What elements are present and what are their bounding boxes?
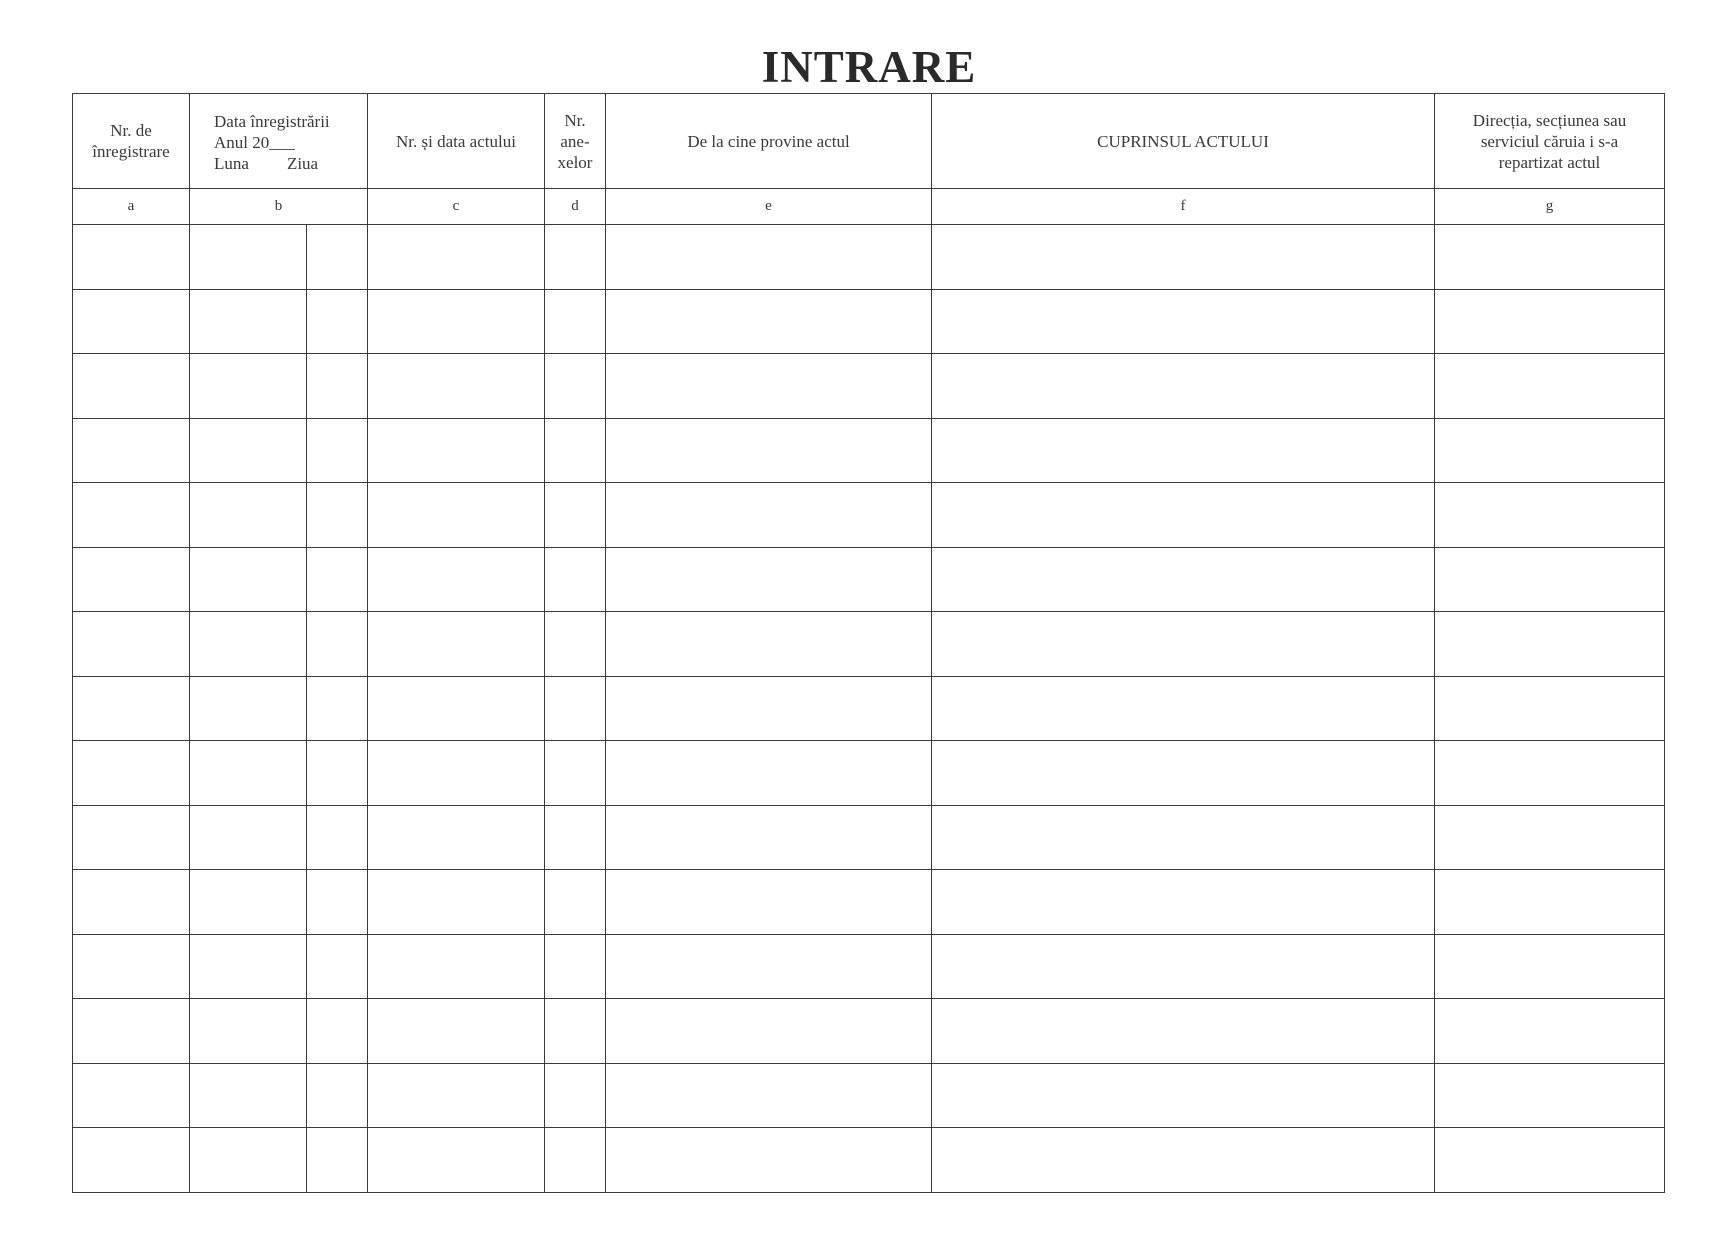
cell-nr-anexelor[interactable]: [545, 1128, 606, 1193]
header-directia-line3: repartizat actul: [1498, 152, 1601, 172]
cell-nr-anexelor[interactable]: [545, 676, 606, 741]
cell-nr-data-actului[interactable]: [368, 547, 545, 612]
table-row: [73, 547, 1665, 612]
cell-directia[interactable]: [1435, 676, 1665, 741]
header-nr-inregistrare: [73, 94, 190, 189]
cell-cuprinsul[interactable]: [932, 418, 1435, 483]
header-nr-inregistrare-line1: Nr. de: [110, 121, 152, 140]
cell-nr-inregistrare[interactable]: [73, 1128, 190, 1193]
cell-de-la-cine[interactable]: [606, 870, 932, 935]
cell-cuprinsul[interactable]: [932, 676, 1435, 741]
cell-nr-inregistrare[interactable]: [73, 999, 190, 1064]
column-letter-row: [73, 189, 1665, 225]
cell-de-la-cine[interactable]: [606, 547, 932, 612]
cell-nr-data-actului[interactable]: [368, 934, 545, 999]
column-letter-b: b: [190, 189, 368, 225]
cell-nr-inregistrare[interactable]: [73, 934, 190, 999]
header-ziua: Ziua: [286, 153, 319, 173]
header-directia-line2: serviciul căruia i s-a: [1480, 131, 1619, 151]
column-letter-a: a: [73, 189, 190, 225]
header-nr-data-actului: Nr. și data actului: [368, 94, 545, 189]
cell-luna[interactable]: [190, 999, 307, 1064]
cell-ziua[interactable]: [307, 289, 368, 354]
cell-directia[interactable]: [1435, 934, 1665, 999]
table-row: [73, 612, 1665, 677]
cell-luna[interactable]: [190, 612, 307, 677]
cell-nr-anexelor[interactable]: [545, 418, 606, 483]
cell-de-la-cine[interactable]: [606, 1128, 932, 1193]
cell-luna[interactable]: [190, 483, 307, 548]
cell-nr-anexelor[interactable]: [545, 934, 606, 999]
cell-nr-data-actului[interactable]: [368, 354, 545, 419]
cell-luna[interactable]: [190, 741, 307, 806]
cell-nr-data-actului[interactable]: [368, 676, 545, 741]
cell-cuprinsul[interactable]: [932, 805, 1435, 870]
cell-ziua[interactable]: [307, 934, 368, 999]
cell-ziua[interactable]: [307, 999, 368, 1064]
cell-nr-anexelor[interactable]: [545, 805, 606, 870]
cell-nr-anexelor[interactable]: [545, 483, 606, 548]
header-luna-ziua: [214, 153, 367, 174]
cell-nr-anexelor[interactable]: [545, 289, 606, 354]
cell-de-la-cine[interactable]: [606, 934, 932, 999]
cell-luna[interactable]: [190, 870, 307, 935]
cell-nr-inregistrare[interactable]: [73, 612, 190, 677]
cell-ziua[interactable]: [307, 225, 368, 290]
header-nr-anexelor-line1: Nr.: [564, 110, 586, 130]
cell-cuprinsul[interactable]: [932, 741, 1435, 806]
header-row: [73, 94, 1665, 189]
cell-nr-inregistrare[interactable]: [73, 547, 190, 612]
cell-nr-inregistrare[interactable]: [73, 741, 190, 806]
cell-nr-data-actului[interactable]: [368, 418, 545, 483]
cell-nr-inregistrare[interactable]: [73, 289, 190, 354]
column-letter-f: f: [932, 189, 1435, 225]
cell-directia[interactable]: [1435, 805, 1665, 870]
cell-directia[interactable]: [1435, 225, 1665, 290]
header-anul: Anul 20___: [214, 132, 295, 152]
table-row: [73, 870, 1665, 935]
cell-cuprinsul[interactable]: [932, 289, 1435, 354]
cell-directia[interactable]: [1435, 999, 1665, 1064]
header-nr-anexelor: [545, 94, 606, 189]
cell-de-la-cine[interactable]: [606, 483, 932, 548]
cell-nr-data-actului[interactable]: [368, 289, 545, 354]
cell-de-la-cine[interactable]: [606, 289, 932, 354]
cell-de-la-cine[interactable]: [606, 999, 932, 1064]
cell-ziua[interactable]: [307, 676, 368, 741]
cell-nr-data-actului[interactable]: [368, 483, 545, 548]
cell-nr-anexelor[interactable]: [545, 354, 606, 419]
cell-de-la-cine[interactable]: [606, 354, 932, 419]
cell-nr-anexelor[interactable]: [545, 870, 606, 935]
page-title: INTRARE: [761, 42, 977, 92]
header-de-la-cine: De la cine provine actul: [606, 94, 932, 189]
cell-de-la-cine[interactable]: [606, 612, 932, 677]
cell-nr-anexelor[interactable]: [545, 741, 606, 806]
cell-nr-data-actului[interactable]: [368, 805, 545, 870]
cell-directia[interactable]: [1435, 741, 1665, 806]
header-cuprinsul-actului: CUPRINSUL ACTULUI: [932, 94, 1435, 189]
cell-luna[interactable]: [190, 289, 307, 354]
table-row: [73, 999, 1665, 1064]
cell-cuprinsul[interactable]: [932, 999, 1435, 1064]
column-letter-e: e: [606, 189, 932, 225]
cell-ziua[interactable]: [307, 805, 368, 870]
cell-nr-data-actului[interactable]: [368, 1063, 545, 1128]
column-letter-d: d: [545, 189, 606, 225]
table-row: [73, 225, 1665, 290]
cell-luna[interactable]: [190, 418, 307, 483]
cell-de-la-cine[interactable]: [606, 676, 932, 741]
cell-de-la-cine[interactable]: [606, 805, 932, 870]
table-row: [73, 676, 1665, 741]
cell-directia[interactable]: [1435, 418, 1665, 483]
cell-cuprinsul[interactable]: [932, 547, 1435, 612]
cell-nr-anexelor[interactable]: [545, 225, 606, 290]
cell-nr-anexelor[interactable]: [545, 999, 606, 1064]
cell-nr-data-actului[interactable]: [368, 999, 545, 1064]
cell-nr-inregistrare[interactable]: [73, 1063, 190, 1128]
cell-ziua[interactable]: [307, 741, 368, 806]
cell-directia[interactable]: [1435, 354, 1665, 419]
cell-ziua[interactable]: [307, 418, 368, 483]
table-row: [73, 483, 1665, 548]
cell-nr-anexelor[interactable]: [545, 1063, 606, 1128]
cell-nr-data-actului[interactable]: [368, 1128, 545, 1193]
cell-directia[interactable]: [1435, 612, 1665, 677]
header-nr-anexelor-line3: xelor: [557, 152, 593, 172]
header-data-inregistrarii-title: Data înregistrării: [214, 111, 330, 131]
header-directia: [1435, 94, 1665, 189]
cell-directia[interactable]: [1435, 483, 1665, 548]
cell-de-la-cine[interactable]: [606, 1063, 932, 1128]
cell-nr-inregistrare[interactable]: [73, 676, 190, 741]
cell-luna[interactable]: [190, 354, 307, 419]
cell-de-la-cine[interactable]: [606, 741, 932, 806]
table-row: [73, 1128, 1665, 1193]
header-directia-line1: Direcția, secțiunea sau: [1472, 110, 1627, 130]
table-row: [73, 741, 1665, 806]
cell-de-la-cine[interactable]: [606, 418, 932, 483]
cell-luna[interactable]: [190, 805, 307, 870]
cell-cuprinsul[interactable]: [932, 612, 1435, 677]
cell-de-la-cine[interactable]: [606, 225, 932, 290]
cell-nr-inregistrare[interactable]: [73, 805, 190, 870]
cell-luna[interactable]: [190, 547, 307, 612]
header-data-inregistrarii: [190, 94, 368, 189]
cell-luna[interactable]: [190, 1128, 307, 1193]
table-row: [73, 805, 1665, 870]
cell-ziua[interactable]: [307, 1063, 368, 1128]
cell-ziua[interactable]: [307, 1128, 368, 1193]
cell-nr-inregistrare[interactable]: [73, 225, 190, 290]
table-row: [73, 354, 1665, 419]
cell-cuprinsul[interactable]: [932, 870, 1435, 935]
cell-cuprinsul[interactable]: [932, 483, 1435, 548]
cell-directia[interactable]: [1435, 547, 1665, 612]
table-row: [73, 1063, 1665, 1128]
cell-luna[interactable]: [190, 225, 307, 290]
cell-nr-data-actului[interactable]: [368, 870, 545, 935]
cell-ziua[interactable]: [307, 547, 368, 612]
cell-cuprinsul[interactable]: [932, 934, 1435, 999]
cell-cuprinsul[interactable]: [932, 354, 1435, 419]
table-row: [73, 289, 1665, 354]
cell-luna[interactable]: [190, 1063, 307, 1128]
cell-ziua[interactable]: [307, 483, 368, 548]
register-table: [72, 93, 1665, 1193]
cell-directia[interactable]: [1435, 289, 1665, 354]
cell-nr-anexelor[interactable]: [545, 547, 606, 612]
cell-ziua[interactable]: [307, 870, 368, 935]
cell-nr-inregistrare[interactable]: [73, 483, 190, 548]
cell-nr-inregistrare[interactable]: [73, 418, 190, 483]
cell-ziua[interactable]: [307, 354, 368, 419]
cell-nr-data-actului[interactable]: [368, 741, 545, 806]
cell-luna[interactable]: [190, 934, 307, 999]
cell-cuprinsul[interactable]: [932, 1128, 1435, 1193]
header-nr-inregistrare-line2: înregistrare: [92, 142, 170, 161]
cell-nr-inregistrare[interactable]: [73, 870, 190, 935]
cell-luna[interactable]: [190, 676, 307, 741]
cell-nr-data-actului[interactable]: [368, 612, 545, 677]
cell-nr-inregistrare[interactable]: [73, 354, 190, 419]
cell-ziua[interactable]: [307, 612, 368, 677]
table-row: [73, 418, 1665, 483]
cell-directia[interactable]: [1435, 1128, 1665, 1193]
table-row: [73, 934, 1665, 999]
cell-cuprinsul[interactable]: [932, 225, 1435, 290]
cell-directia[interactable]: [1435, 1063, 1665, 1128]
column-letter-c: c: [368, 189, 545, 225]
cell-nr-anexelor[interactable]: [545, 612, 606, 677]
cell-directia[interactable]: [1435, 870, 1665, 935]
header-luna: Luna: [214, 153, 249, 173]
header-nr-anexelor-line2: ane-: [560, 131, 590, 151]
cell-cuprinsul[interactable]: [932, 1063, 1435, 1128]
column-letter-g: g: [1435, 189, 1665, 225]
cell-nr-data-actului[interactable]: [368, 225, 545, 290]
